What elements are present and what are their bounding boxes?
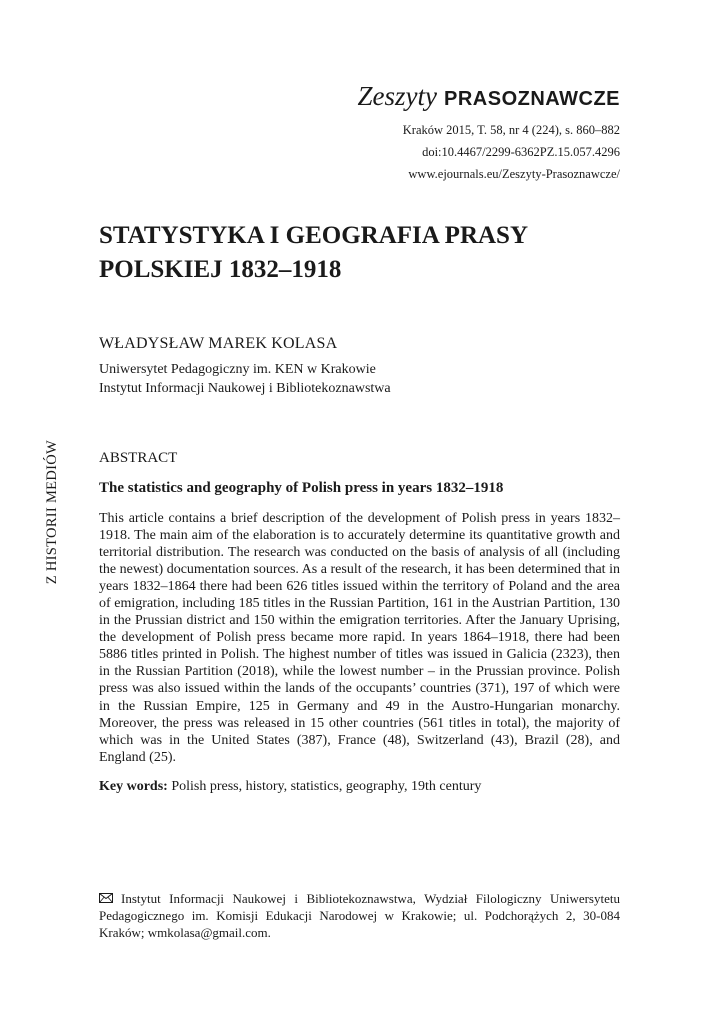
keywords bbox=[99, 779, 481, 795]
author-name: WŁADYSŁAW MAREK KOLASA bbox=[99, 335, 338, 352]
abstract-body: This article contains a brief description of the development of Polish press in years 1832–1918. The main aim of the elaboration is to accurately determine its quantitative growth and territorial distribution. The research was conducted on the basis of analysis of all (including the newest) documentation sources. As a result of the research, it has been determined that in years 1832–1864 there had been 626 titles issued within the territory of Poland and the area of emigration, including 185 titles in the Russian Partition, 161 in the Austrian Partition, 130 in the Prussian district and 150 within the emigration territories. After the January Uprising, the development of Polish press became more rapid. In years 1864–1918, there had been 5886 titles printed in Polish. The highest number of titles was issued in Galicia (2323), then in the Russian Partition (2018), while the lowest number – in the Prussian province. Polish press was also issued within the lands of the occupants’ countries (371), 197 of which were in the Russian Empire, 125 in Germany and 49 in the Austro-Hungarian monarchy. Moreover, the press was released in 15 other countries (561 titles in total), the majority of which was in the United States (387), France (48), Switzerland (43), Brazil (28), and England (25). bbox=[99, 511, 620, 765]
author-affiliation bbox=[99, 360, 391, 398]
journal-name-italic: Zeszyty bbox=[357, 81, 437, 111]
journal-citation: Kraków 2015, T. 58, nr 4 (224), s. 860–882 bbox=[402, 123, 620, 137]
affiliation-institute: Instytut Informacji Naukowej i Bibliotekoznawstwa bbox=[99, 381, 391, 396]
journal-header bbox=[358, 80, 620, 185]
journal-url: www.ejournals.eu/Zeszyty-Prasoznawcze/ bbox=[408, 167, 620, 181]
keywords-text: Polish press, history, statistics, geography, 19th century bbox=[167, 779, 482, 794]
journal-doi: doi:10.4467/2299-6362PZ.15.057.4296 bbox=[422, 145, 620, 159]
abstract-title: The statistics and geography of Polish press in years 1832–1918 bbox=[99, 480, 504, 496]
article-title: STATYSTYKA I GEOGRAFIA PRASY POLSKIEJ 1832–1918 bbox=[99, 222, 528, 283]
keywords-label: Key words: bbox=[99, 779, 168, 794]
abstract-heading: ABSTRACT bbox=[99, 450, 178, 466]
correspondence-footnote: Instytut Informacji Naukowej i Bibliotekoznawstwa, Wydział Filologiczny Uniwersytetu Pedagogicznego im. Komisji Edukacji Narodowej w Krakowie; ul. Podchorążych 2, 30-084 Kraków; wmkolasa@gmail.com. bbox=[99, 891, 620, 940]
journal-name-caps: PRASOZNAWCZE bbox=[444, 88, 620, 110]
affiliation-university: Uniwersytet Pedagogiczny im. KEN w Krakowie bbox=[99, 362, 376, 377]
section-label: Z HISTORII MEDIÓW bbox=[44, 440, 60, 585]
journal-name bbox=[358, 80, 620, 115]
